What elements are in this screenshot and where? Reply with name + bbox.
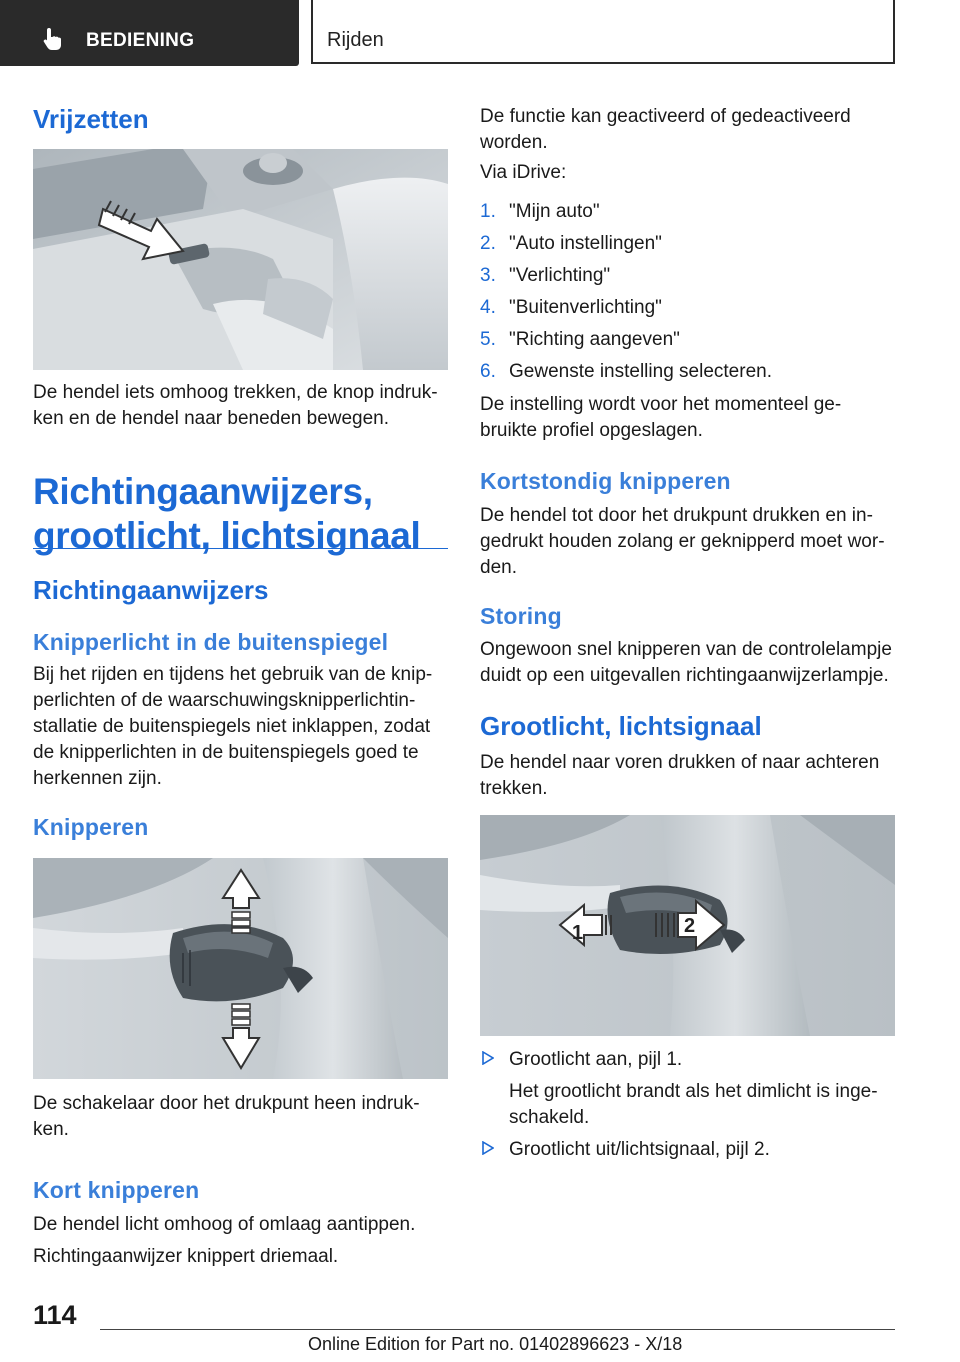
step-number: 6. bbox=[480, 361, 496, 382]
vrijzetten-heading: Vrijzetten bbox=[33, 104, 149, 134]
step-number: 4. bbox=[480, 297, 496, 318]
text-line: De functie kan geactiveerd of gedeactiveerd bbox=[480, 106, 851, 127]
chapter-label: BEDIENING bbox=[86, 30, 195, 51]
step-item bbox=[480, 292, 895, 324]
triangle-bullet-icon bbox=[482, 1141, 494, 1155]
triangle-bullet-icon bbox=[482, 1051, 494, 1065]
page-number: 114 bbox=[33, 1300, 77, 1330]
knipperen-heading: Knipperen bbox=[33, 814, 149, 840]
text-line: worden. bbox=[480, 132, 548, 153]
step-item bbox=[480, 228, 895, 260]
text-line: gedrukt houden zolang er geknipperd moet wor- bbox=[480, 531, 885, 552]
step-item bbox=[480, 260, 895, 292]
text-line: Het grootlicht brandt als het dimlicht is inge- bbox=[509, 1081, 878, 1102]
bullet-sub-paragraph bbox=[509, 1079, 895, 1131]
hand-pointer-icon bbox=[40, 26, 66, 52]
text-line: Ongewoon snel knipperen van de controlelampje bbox=[480, 639, 892, 660]
text-line: De hendel naar voren drukken of naar achteren bbox=[480, 752, 880, 773]
bullet-grootlicht-uit bbox=[480, 1137, 895, 1163]
text-line: De schakelaar door het drukpunt heen indruk- bbox=[33, 1093, 420, 1114]
text-line: Richtingaanwijzer knippert driemaal. bbox=[33, 1246, 339, 1267]
step-number: 5. bbox=[480, 329, 496, 350]
bullet-text: Grootlicht uit/lichtsignaal, pijl 2. bbox=[509, 1139, 770, 1160]
text-line: De hendel tot door het drukpunt drukken en in- bbox=[480, 505, 873, 526]
grootlicht-paragraph bbox=[480, 750, 895, 802]
main-chapter-title bbox=[33, 470, 448, 558]
section-header bbox=[311, 0, 895, 64]
step-text: "Auto instellingen" bbox=[509, 233, 662, 254]
text-line: perlichten of de waarschuwingsknipperlichtin- bbox=[33, 690, 416, 711]
step-item bbox=[480, 324, 895, 356]
kortstondig-paragraph bbox=[480, 503, 895, 581]
step-text: Gewenste instelling selecteren. bbox=[509, 361, 772, 382]
footer-divider bbox=[100, 1329, 895, 1330]
storing-heading: Storing bbox=[480, 603, 562, 629]
step-text: "Verlichting" bbox=[509, 265, 611, 286]
text-line: duidt op een uitgevallen richtingaanwijzerlampje. bbox=[480, 665, 889, 686]
text-line: ken en de hendel naar beneden bewegen. bbox=[33, 408, 390, 429]
step-text: "Richting aangeven" bbox=[509, 329, 680, 350]
kortstondig-heading: Kortstondig knipperen bbox=[480, 468, 731, 494]
step-number: 2. bbox=[480, 233, 496, 254]
step-item bbox=[480, 196, 895, 228]
text-line: De hendel iets omhoog trekken, de knop indruk- bbox=[33, 382, 438, 403]
knipperlicht-spiegel-heading: Knipperlicht in de buitenspiegel bbox=[33, 629, 389, 655]
text-line: De hendel licht omhoog of omlaag aantippen. bbox=[33, 1214, 416, 1235]
kort-knipperen-heading: Kort knipperen bbox=[33, 1177, 200, 1203]
bullet-grootlicht-aan bbox=[480, 1047, 895, 1131]
text-line: den. bbox=[480, 557, 517, 578]
kort-knipperen-paragraph bbox=[33, 1212, 448, 1270]
saved-paragraph bbox=[480, 392, 895, 444]
title-divider bbox=[33, 548, 448, 549]
title-line: Richtingaanwijzers, bbox=[33, 471, 373, 512]
section-label: Rijden bbox=[327, 29, 384, 51]
arrow-1-label: 1 bbox=[572, 922, 584, 944]
text-line: Bij het rijden en tijdens het gebruik van de knip- bbox=[33, 664, 433, 685]
step-number: 1. bbox=[480, 201, 496, 222]
intro-paragraph bbox=[480, 104, 895, 156]
chapter-tab[interactable] bbox=[0, 0, 299, 66]
text-line: ken. bbox=[33, 1119, 69, 1140]
via-idrive-text: Via iDrive: bbox=[480, 162, 567, 183]
step-text: "Mijn auto" bbox=[509, 201, 600, 222]
text-line: bruikte profiel opgeslagen. bbox=[480, 420, 703, 441]
text-line: de knipperlichten in de buitenspiegels goed te bbox=[33, 742, 419, 763]
parking-brake-figure bbox=[33, 149, 448, 370]
step-number: 3. bbox=[480, 265, 496, 286]
high-beam-figure bbox=[480, 815, 895, 1036]
title-line: grootlicht, lichtsignaal bbox=[33, 515, 421, 556]
text-line: stallatie de buitenspiegels niet inklappen, zodat bbox=[33, 716, 431, 737]
turn-signal-illustration bbox=[33, 858, 448, 1079]
bullet-text: Grootlicht aan, pijl 1. bbox=[509, 1049, 683, 1070]
text-line: De instelling wordt voor het momenteel ge- bbox=[480, 394, 842, 415]
step-item bbox=[480, 356, 895, 388]
grootlicht-heading: Grootlicht, lichtsignaal bbox=[480, 711, 762, 741]
text-line: herkennen zijn. bbox=[33, 768, 162, 789]
text-line: schakeld. bbox=[509, 1107, 590, 1128]
vrijzetten-paragraph bbox=[33, 380, 448, 432]
parking-brake-illustration bbox=[33, 149, 448, 370]
high-beam-illustration bbox=[480, 815, 895, 1036]
spiegel-paragraph bbox=[33, 662, 448, 792]
turn-signal-figure bbox=[33, 858, 448, 1079]
storing-paragraph bbox=[480, 637, 895, 689]
richtingaanwijzers-heading: Richtingaanwijzers bbox=[33, 575, 269, 605]
step-text: "Buitenverlichting" bbox=[509, 297, 662, 318]
knipperen-paragraph bbox=[33, 1091, 448, 1143]
text-line: trekken. bbox=[480, 778, 548, 799]
idrive-steps-list bbox=[480, 196, 895, 388]
edition-text: Online Edition for Part no. 01402896623 - X/18 bbox=[308, 1334, 683, 1354]
arrow-2-label: 2 bbox=[684, 915, 696, 937]
